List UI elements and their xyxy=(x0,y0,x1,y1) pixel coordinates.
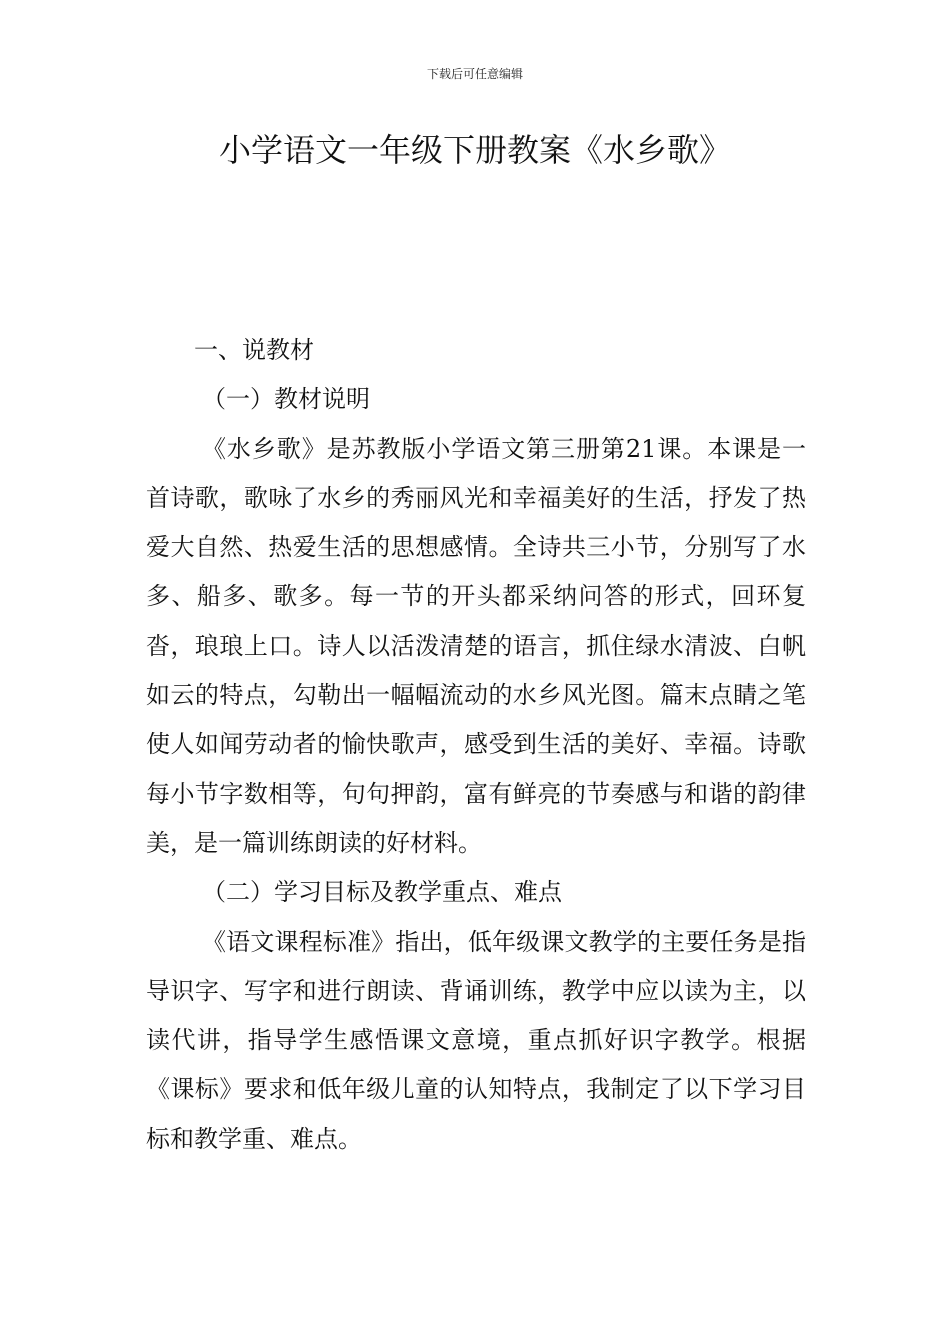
subsection-heading: （二）学习目标及教学重点、难点 xyxy=(202,878,562,907)
section-heading: 一、说教材 xyxy=(194,336,314,364)
document-title: 小学语文一年级下册教案《水乡歌》 xyxy=(218,131,731,169)
paragraph: 《水乡歌》是苏教版小学语文第三册第21课。本课是一首诗歌，歌咏了水乡的秀丽风光和幸福美好的生活，抒发了热爱大自然、热爱生活的思想感情。全诗共三小节，分别写了水多、船多、歌多。每一节的开头都采纳问答的形式，回环复沓，琅琅上口。诗人以活泼清楚的语言，抓住绿水清波、白帆如云的特点，勾勒出一幅幅流动的水乡风光图。篇末点睛之笔使人如闻劳动者的愉快歌声，感受到生活的美好、幸福。诗歌每小节字数相等，句句押韵，富有鲜亮的节奏感与和谐的韵律美，是一篇训练朗读的好材料。 xyxy=(146,434,806,857)
header-note: 下载后可任意编辑 xyxy=(426,67,523,81)
subsection-heading: （一）教材说明 xyxy=(202,385,370,414)
paragraph: 《语文课程标准》指出，低年级课文教学的主要任务是指导识字、写字和进行朗读、背诵训练，教学中应以读为主，以读代讲，指导学生感悟课文意境，重点抓好识字教学。根据《课标》要求和低年级儿童的认知特点，我制定了以下学习目标和教学重、难点。 xyxy=(146,927,806,1153)
document-body xyxy=(146,326,806,1164)
